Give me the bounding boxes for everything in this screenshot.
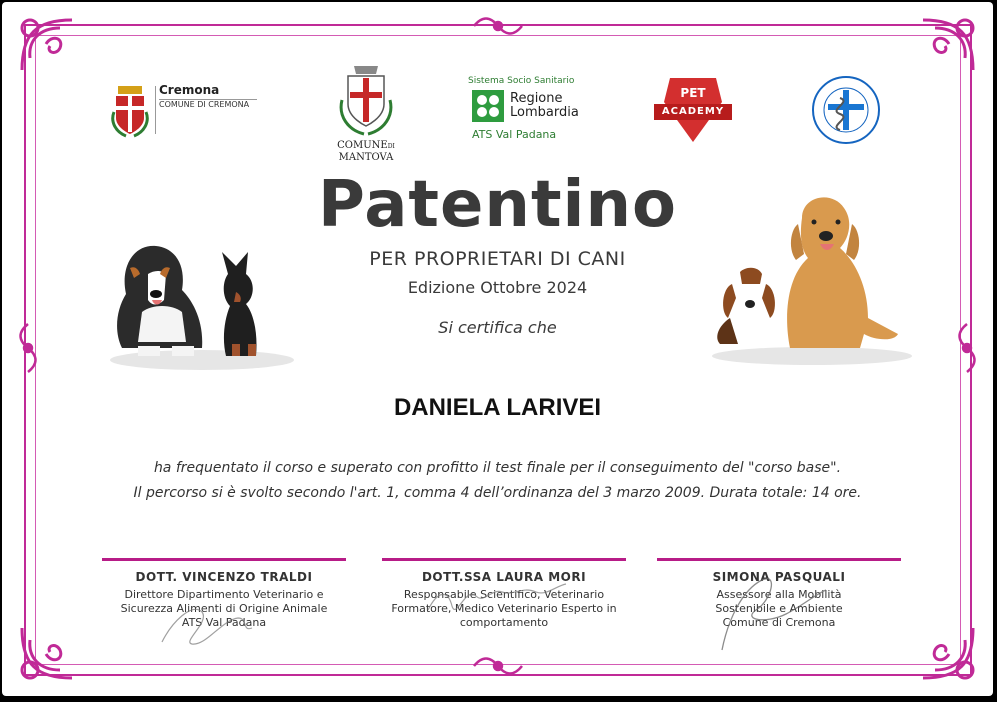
mantova-crest-icon xyxy=(336,64,396,138)
signatory-role-line: Direttore Dipartimento Veterinario e xyxy=(124,588,324,601)
signature-line-1 xyxy=(102,558,346,561)
cremona-logo xyxy=(106,82,266,142)
pet-academy-line2: ACADEMY xyxy=(661,106,725,117)
lombardia-name1: Regione xyxy=(510,91,563,106)
mantova-line2: MANTOVA xyxy=(338,152,394,163)
signatory-role-line: ATS Val Padana xyxy=(181,616,267,629)
corner-ornament-bottom-right xyxy=(917,622,979,684)
corner-ornament-bottom-left xyxy=(16,622,78,684)
mantova-line1: COMUNE xyxy=(337,140,388,151)
lombardia-name xyxy=(510,92,579,120)
pet-academy-line1: PET xyxy=(680,86,706,100)
signature-block-1 xyxy=(102,570,346,630)
cremona-crest-icon xyxy=(110,82,150,138)
signatory-role xyxy=(102,588,346,630)
signatory-name: DOTT. VINCENZO TRALDI xyxy=(135,570,313,584)
mantova-text xyxy=(330,140,402,163)
signatory-role-line: comportamento xyxy=(459,616,549,629)
certificate-edition: Edizione Ottobre 2024 xyxy=(407,278,588,297)
cremona-divider xyxy=(155,86,156,134)
bottom-center-ornament xyxy=(472,656,524,676)
signature-line-3 xyxy=(657,558,901,561)
signatory-name: DOTT.SSA LAURA MORI xyxy=(421,570,587,584)
cremona-subtitle: COMUNE DI CREMONA xyxy=(159,100,250,109)
certificate-page xyxy=(2,2,993,696)
mantova-line1-small: DI xyxy=(387,143,395,150)
signature-block-2 xyxy=(382,570,626,630)
lombardia-logo xyxy=(468,76,592,146)
signatory-role xyxy=(657,588,901,630)
signatory-role-line: Sicurezza Alimenti di Origine Animale xyxy=(120,602,328,615)
veterinari-seal-icon xyxy=(810,74,882,146)
pet-academy-logo xyxy=(650,74,736,146)
veterinari-logo xyxy=(810,74,882,146)
signatory-role-line: Assessore alla Mobilità xyxy=(716,588,842,601)
recipient-name: DANIELA LARIVEI xyxy=(393,394,602,421)
certificate-title: Patentino xyxy=(318,168,677,242)
lombardia-bottom-text: ATS Val Padana xyxy=(472,128,557,141)
lombardia-name2: Lombardia xyxy=(510,105,579,120)
corner-ornament-top-left xyxy=(16,14,78,76)
certifies-text: Si certifica che xyxy=(438,318,557,337)
signatory-name: SIMONA PASQUALI xyxy=(712,570,846,584)
signatory-role-line: Responsabile Scientifico, Veterinario xyxy=(403,588,605,601)
signatory-role-line: Sostenibile e Ambiente xyxy=(715,602,843,615)
lombardia-rose-icon xyxy=(472,90,504,122)
lombardia-top-text: Sistema Socio Sanitario xyxy=(468,76,575,86)
corner-ornament-top-right xyxy=(917,14,979,76)
mantova-logo xyxy=(330,64,402,164)
signature-line-2 xyxy=(382,558,626,561)
top-center-ornament xyxy=(472,16,524,36)
cremona-title: Cremona xyxy=(159,83,220,97)
signatory-role-line: Comune di Cremona xyxy=(722,616,836,629)
signatory-role xyxy=(382,588,626,630)
signatory-role-line: Formatore, Medico Veterinario Esperto in xyxy=(391,602,617,615)
body-line-2: Il percorso si è svolto secondo l'art. 1, comma 4 dell’ordinanza del 3 marzo 2009. Durata totale: 14 ore. xyxy=(133,485,862,501)
signature-block-3 xyxy=(657,570,901,630)
body-line-1: ha frequentato il corso e superato con profitto il test finale per il conseguimento del "corso base". xyxy=(153,460,842,476)
certificate-subtitle: PER PROPRIETARI DI CANI xyxy=(369,248,626,270)
